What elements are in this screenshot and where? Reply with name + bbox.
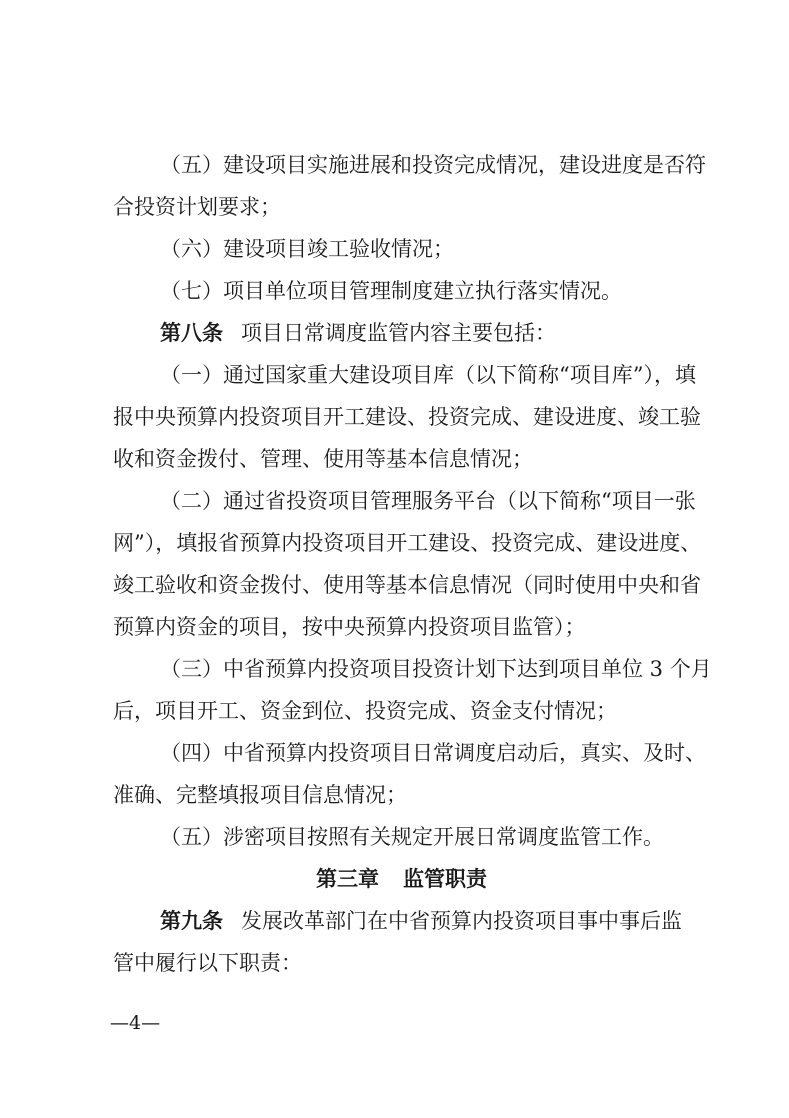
page-number: —4— (110, 1012, 161, 1034)
chapter-number: 第三章 (316, 866, 379, 891)
paragraph-line: （六）建设项目竣工验收情况； (160, 237, 454, 261)
paragraph-line: 竣工验收和资金拨付、使用等基本信息情况（同时使用中央和省 (113, 573, 701, 597)
article-8-text: 项目日常调度监管内容主要包括： (241, 321, 556, 345)
paragraph-line: 报中央预算内投资项目开工建设、投资完成、建设进度、竣工验 (113, 405, 701, 429)
paragraph-line: 收和资金拨付、管理、使用等基本信息情况； (113, 447, 533, 471)
article-9-text: 发展改革部门在中省预算内投资项目事中事后监 (241, 909, 682, 933)
article-9-heading (160, 907, 682, 935)
paragraph-line: 预算内资金的项目，按中央预算内投资项目监管）； (113, 615, 586, 639)
paragraph-line: （五）建设项目实施进展和投资完成情况，建设进度是否符 (160, 153, 706, 177)
article-9-title: 第九条 (160, 908, 223, 933)
paragraph-line: 准确、完整填报项目信息情况； (113, 783, 407, 807)
paragraph-line: （二）通过省投资项目管理服务平台（以下简称“项目一张 (160, 489, 696, 513)
paragraph-line: （一）通过国家重大建设项目库（以下简称“项目库”），填 (160, 363, 696, 387)
paragraph-line: （四）中省预算内投资项目日常调度启动后，真实、及时、 (160, 741, 706, 765)
paragraph-line: （五）涉密项目按照有关规定开展日常调度监管工作。 (160, 825, 664, 849)
paragraph-line: （七）项目单位项目管理制度建立执行落实情况。 (160, 279, 622, 303)
paragraph-line: 网”），填报省预算内投资项目开工建设、投资完成、建设进度、 (113, 531, 702, 555)
chapter-title: 监管职责 (403, 866, 487, 891)
paragraph-line: 管中履行以下职责： (113, 951, 302, 975)
article-8-title: 第八条 (160, 320, 223, 345)
article-8-heading (160, 319, 556, 347)
paragraph-line: 合投资计划要求； (113, 195, 281, 219)
paragraph-line: 后，项目开工、资金到位、投资完成、资金支付情况； (113, 699, 617, 723)
chapter-heading (316, 865, 487, 893)
paragraph-line: （三）中省预算内投资项目投资计划下达到项目单位 3 个月 (160, 657, 712, 681)
